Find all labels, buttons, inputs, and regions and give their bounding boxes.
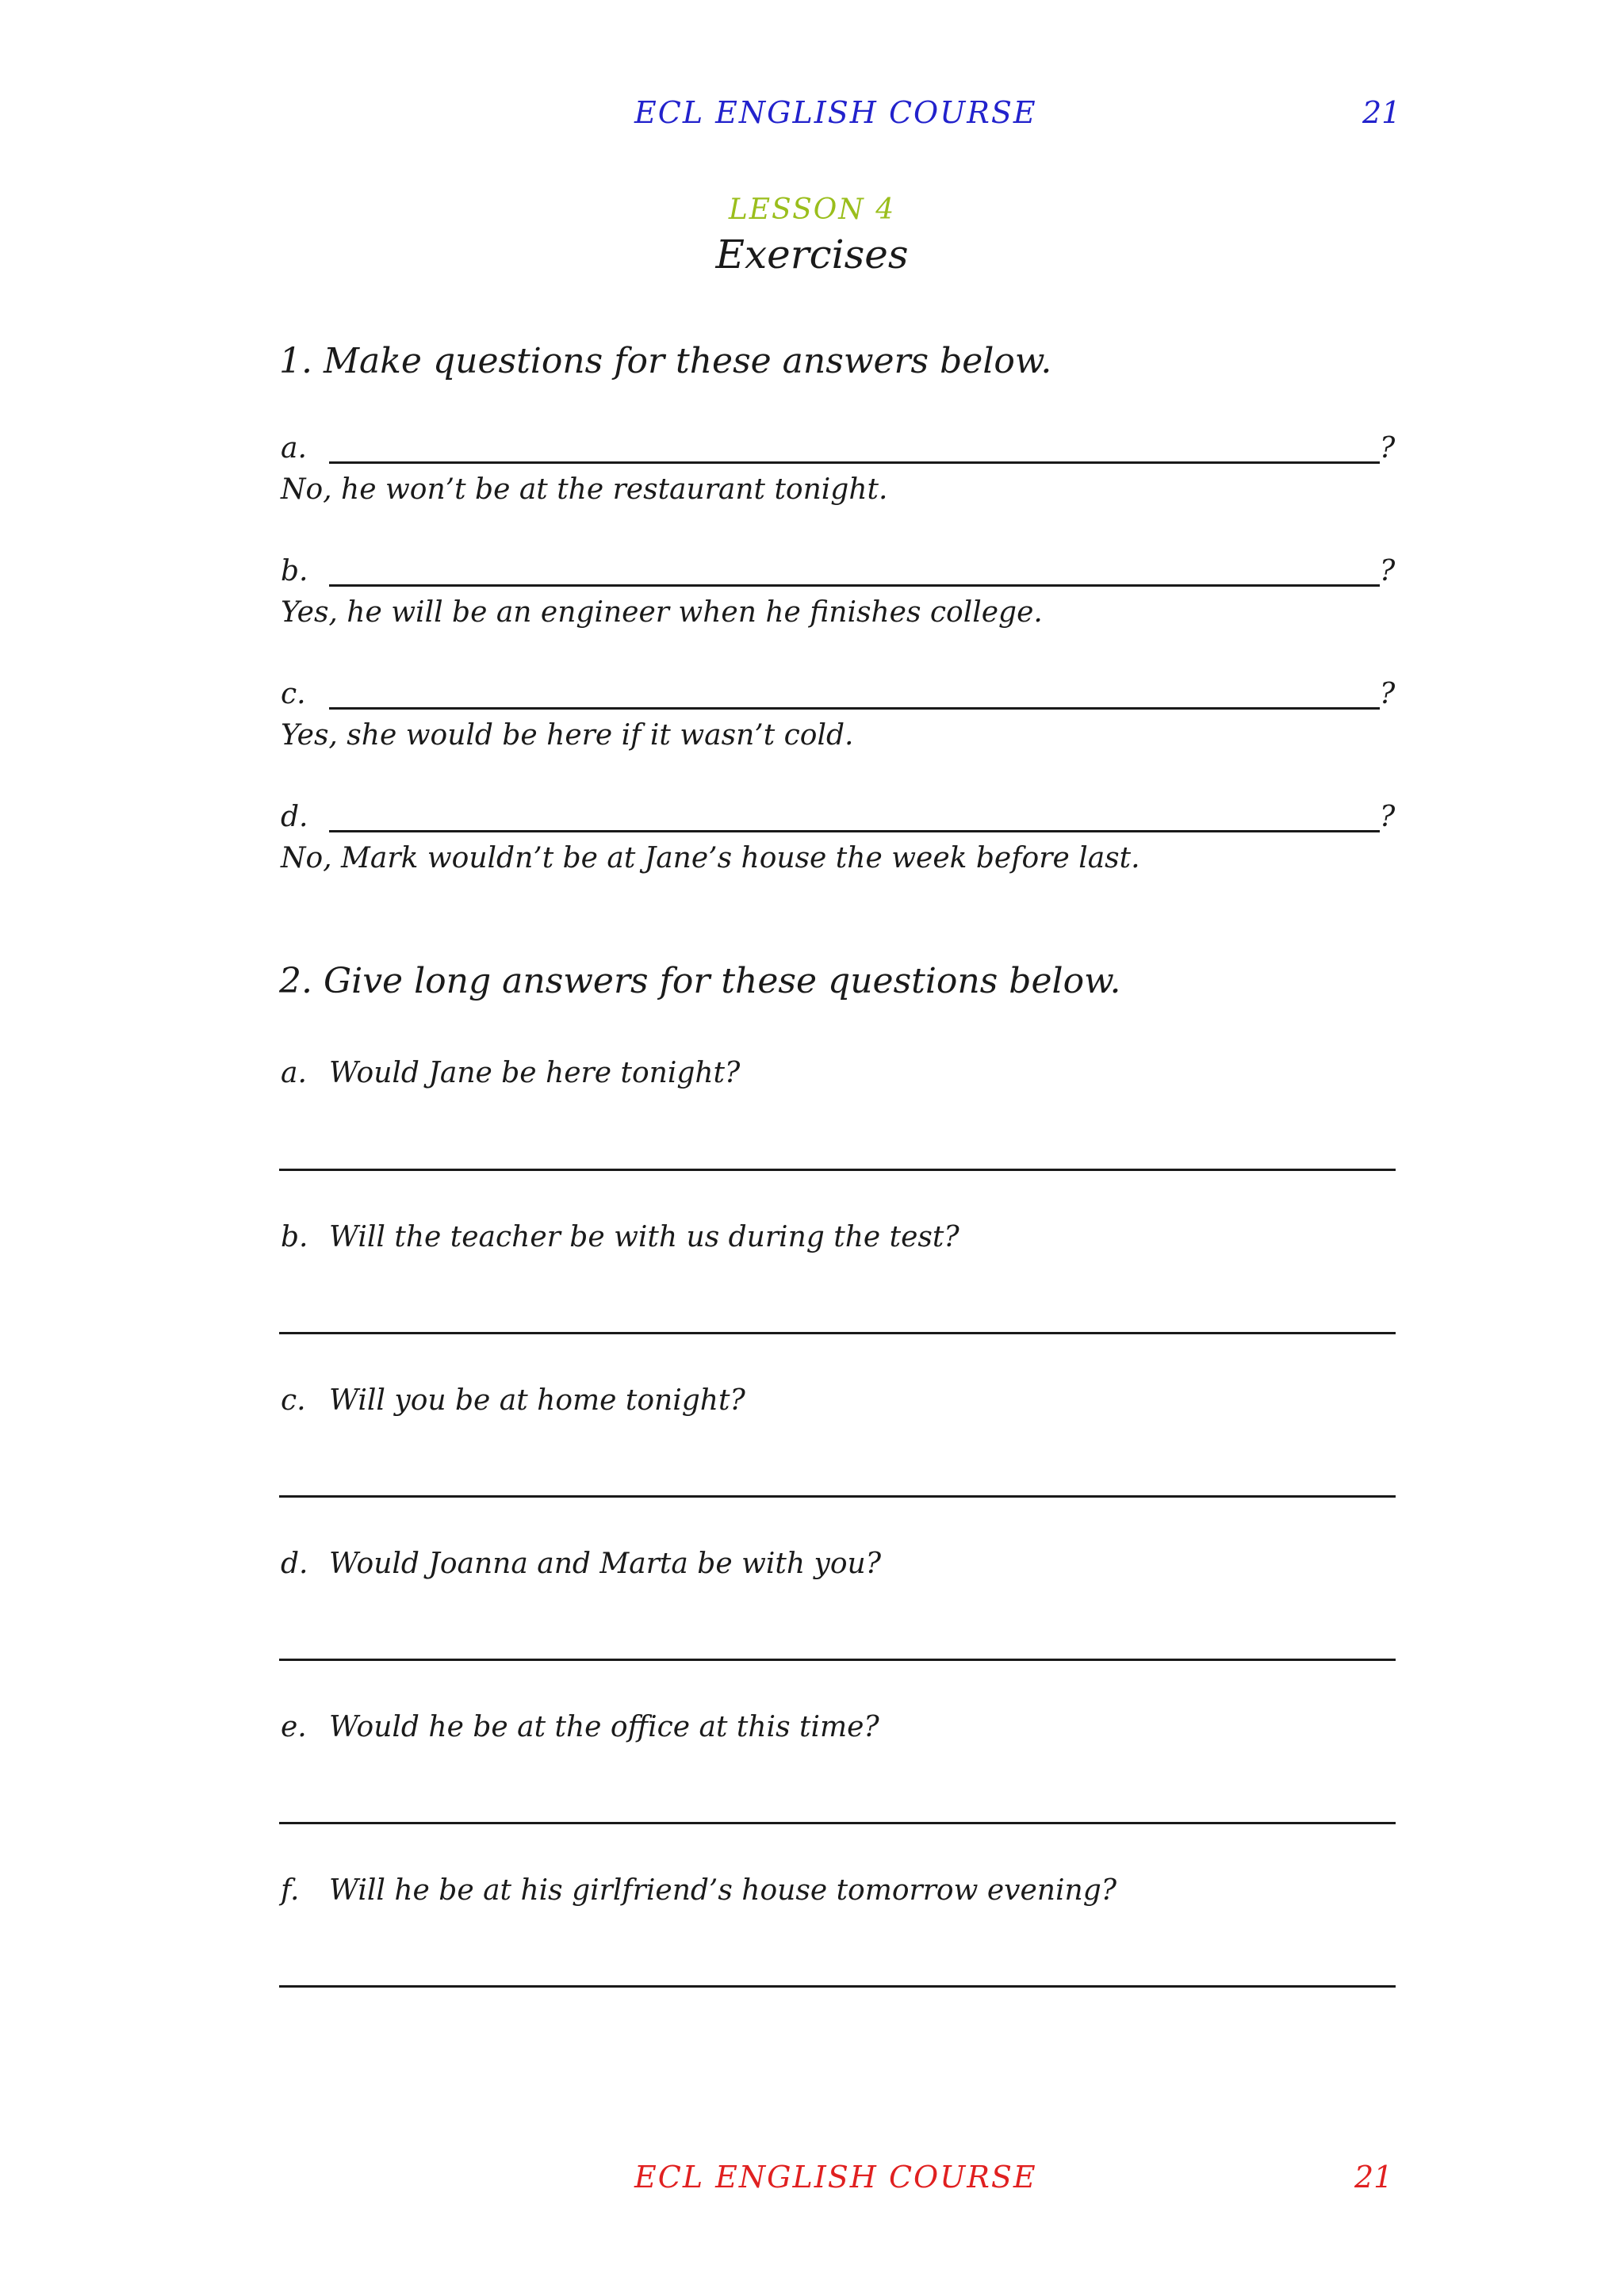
answer-input-line[interactable] (279, 1495, 1396, 1498)
question-text: Would he be at the office at this time? (329, 1711, 879, 1743)
footer-title: ECL ENGLISH COURSE (634, 2160, 1037, 2195)
question-mark: ? (1380, 801, 1396, 833)
answer-input-line[interactable] (279, 1985, 1396, 1988)
question-input-line[interactable] (329, 707, 1380, 710)
question-input-line[interactable] (329, 461, 1380, 464)
header-title: ECL ENGLISH COURSE (634, 95, 1037, 130)
item-letter: c. (281, 1384, 306, 1417)
question-mark: ? (1380, 432, 1396, 465)
answer-input-line[interactable] (279, 1822, 1396, 1824)
question-input-line[interactable] (329, 584, 1380, 587)
question-mark: ? (1380, 555, 1396, 587)
item-letter: d. (281, 801, 308, 833)
footer-page-number: 21 (1354, 2160, 1393, 2195)
answer-input-line[interactable] (279, 1332, 1396, 1334)
answer-text: No, he won’t be at the restaurant tonight. (281, 473, 888, 506)
item-letter: b. (281, 555, 308, 587)
item-letter: a. (281, 432, 307, 465)
item-letter: a. (281, 1057, 307, 1089)
page-title: Exercises (715, 232, 909, 277)
header-page-number: 21 (1362, 95, 1401, 130)
question-text: Will the teacher be with us during the test? (329, 1221, 959, 1253)
answer-input-line[interactable] (279, 1659, 1396, 1661)
item-letter: e. (281, 1711, 307, 1743)
answer-input-line[interactable] (279, 1169, 1396, 1171)
question-text: Would Jane be here tonight? (329, 1057, 741, 1089)
question-mark: ? (1380, 678, 1396, 710)
exercise-1-heading: 1. Make questions for these answers below. (279, 341, 1052, 381)
exercise-2-heading: 2. Give long answers for these questions below. (279, 961, 1121, 1001)
item-letter: f. (281, 1874, 300, 1907)
item-letter: b. (281, 1221, 308, 1253)
question-input-line[interactable] (329, 830, 1380, 832)
answer-text: No, Mark wouldn’t be at Jane’s house the week before last. (281, 842, 1140, 874)
question-text: Will you be at home tonight? (329, 1384, 745, 1417)
question-text: Would Joanna and Marta be with you? (329, 1548, 882, 1580)
lesson-label: LESSON 4 (728, 193, 896, 226)
item-letter: d. (281, 1548, 308, 1580)
answer-text: Yes, he will be an engineer when he finishes college. (281, 596, 1043, 629)
answer-text: Yes, she would be here if it wasn’t cold. (281, 719, 854, 752)
question-text: Will he be at his girlfriend’s house tomorrow evening? (329, 1874, 1117, 1907)
item-letter: c. (281, 678, 306, 710)
